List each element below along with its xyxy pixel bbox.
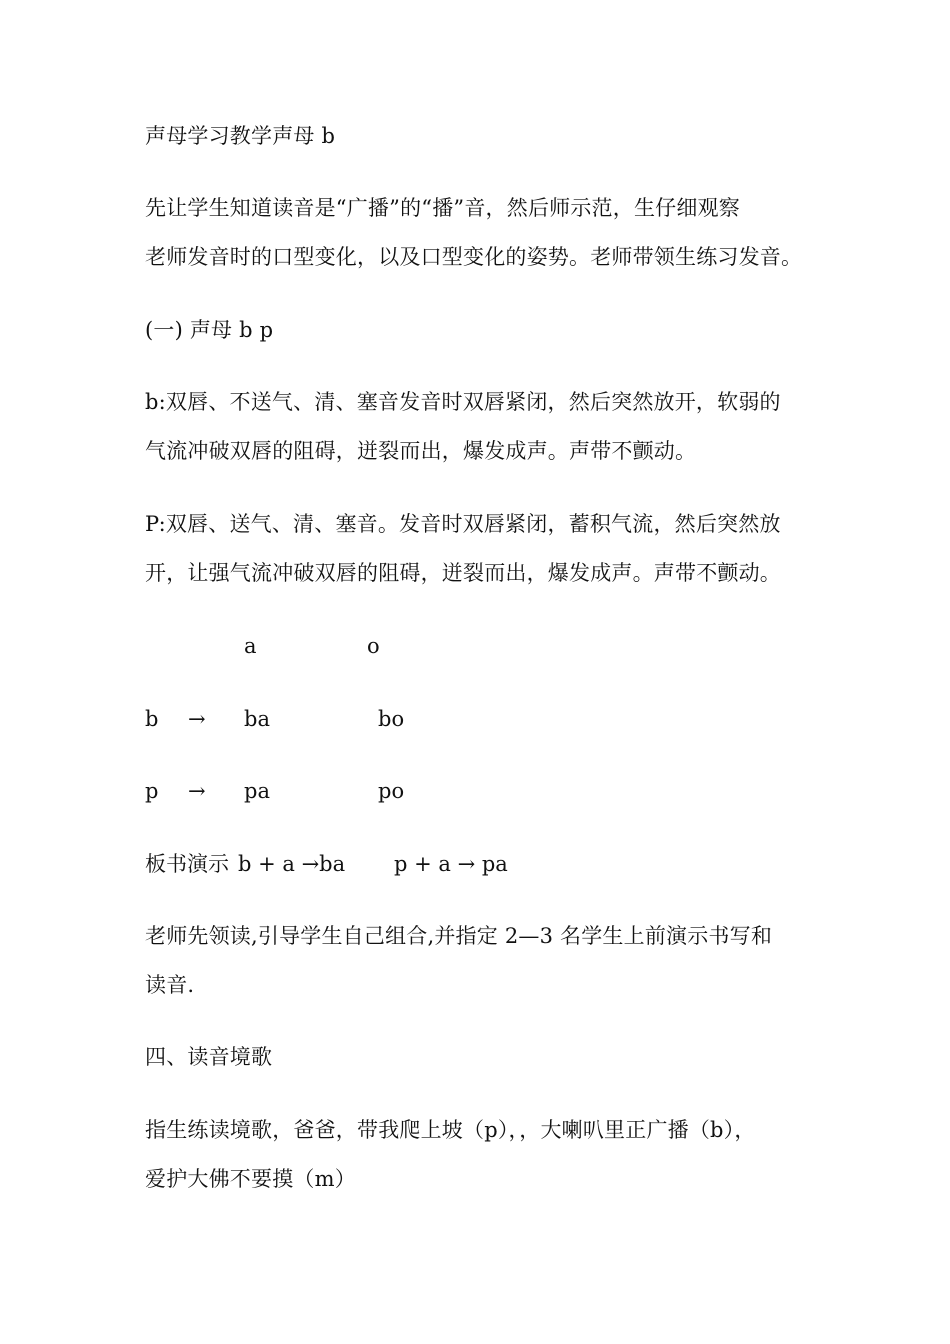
row-p-initial: p — [145, 779, 159, 803]
rhyme-line-1: 指生练读境歌，爸爸，带我爬上坡（p），，大喇叭里正广播（b）， — [145, 1118, 756, 1142]
board-demo-expr-1: b + a →ba — [238, 852, 346, 876]
table-header-a: a — [244, 634, 257, 658]
board-demo-expr-2: p + a → pa — [394, 852, 508, 876]
section-1-heading: (一) 声母 b p — [145, 318, 274, 342]
rhyme-line-2: 爱护大佛不要摸（m） — [145, 1167, 356, 1191]
document-title: 声母学习教学声母 b — [145, 124, 336, 148]
row-p-po: po — [378, 779, 405, 803]
b-description-line-1: b:双唇、不送气、清、塞音发音时双唇紧闭，然后突然放开，软弱的 — [145, 390, 781, 414]
row-p-pa: pa — [244, 779, 270, 803]
row-b-ba: ba — [244, 707, 270, 731]
row-b-initial: b — [145, 707, 159, 731]
intro-line-2: 老师发音时的口型变化，以及口型变化的姿势。老师带领生练习发音。 — [145, 245, 803, 269]
p-description-line-2: 开，让强气流冲破双唇的阻碍，迸裂而出，爆发成声。声带不颤动。 — [145, 561, 781, 585]
intro-line-1: 先让学生知道读音是“广播”的“播”音，然后师示范，生仔细观察 — [145, 196, 740, 220]
b-description-line-2: 气流冲破双唇的阻碍，迸裂而出，爆发成声。声带不颤动。 — [145, 439, 697, 463]
row-b-arrow-icon: → — [188, 707, 206, 731]
board-demo-label: 板书演示 — [145, 852, 229, 876]
teacher-note-line-1: 老师先领读,引导学生自己组合,并指定 2—3 名学生上前演示书写和 — [145, 924, 773, 948]
row-b-bo: bo — [378, 707, 405, 731]
section-4-heading: 四、读音境歌 — [145, 1045, 273, 1069]
row-p-arrow-icon: → — [188, 779, 206, 803]
table-header-o: o — [367, 634, 380, 658]
teacher-note-line-2: 读音. — [145, 973, 195, 997]
p-description-line-1: P:双唇、送气、清、塞音。发音时双唇紧闭，蓄积气流，然后突然放 — [145, 512, 781, 536]
